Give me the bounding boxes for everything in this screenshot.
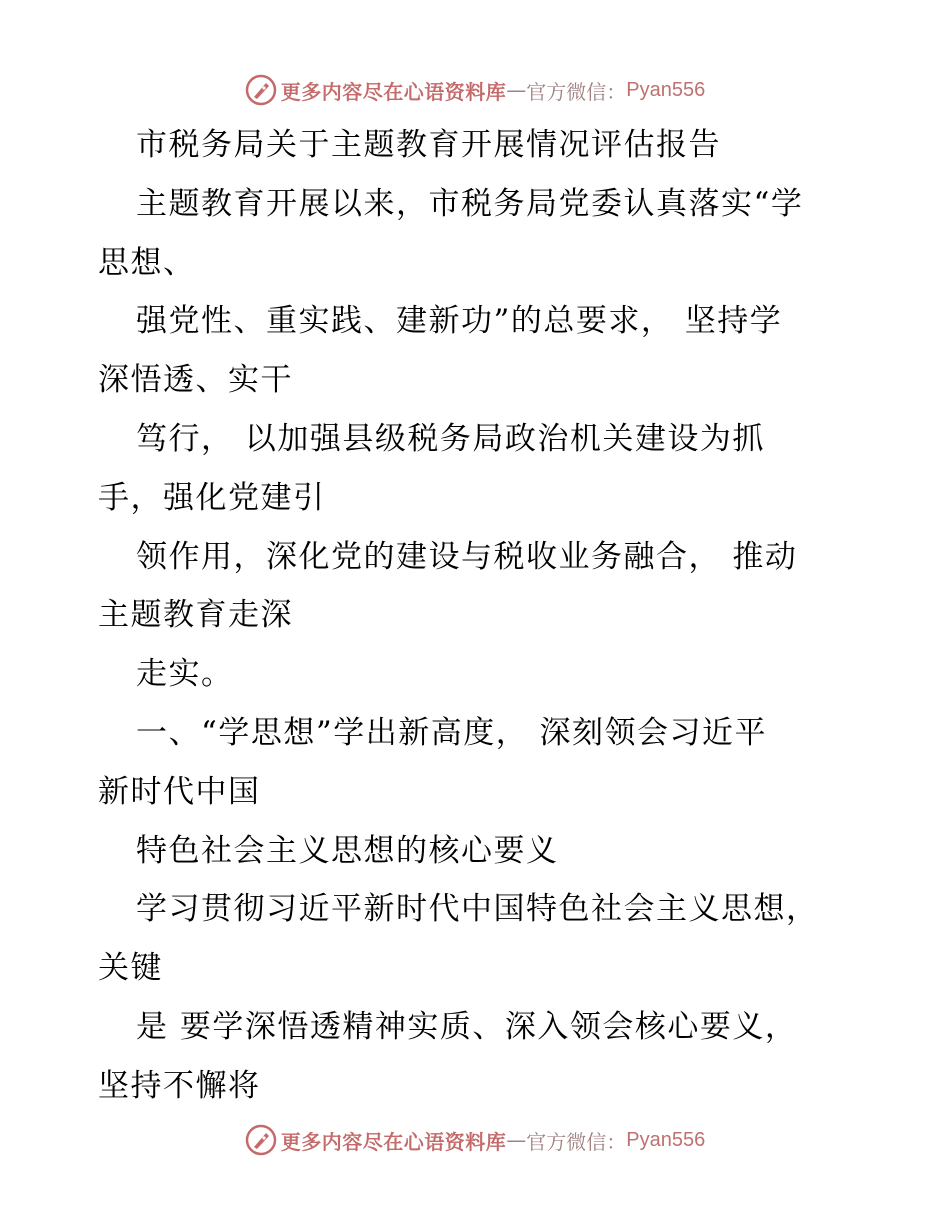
paragraph-line: 关键 <box>98 950 163 987</box>
pen-nib-logo-icon <box>245 74 277 106</box>
paragraph-line: 是 要学深悟透精神实质、深入领会核心要义， <box>136 1008 798 1045</box>
paragraph-line: 坚持不懈将 <box>98 1067 261 1104</box>
paragraph-line: 强党性、重实践、建新功”的总要求， 坚持学 <box>136 303 783 340</box>
header-banner <box>0 70 950 110</box>
banner-wechat-handle: Pyan556 <box>626 1128 706 1151</box>
section-heading-line: 特色社会主义思想的核心要义 <box>136 832 559 869</box>
paragraph-line: 主题教育走深 <box>98 597 293 634</box>
paragraph-line: 手，强化党建引 <box>98 479 326 516</box>
paragraph-line: 走实。 <box>136 656 234 693</box>
banner-dash: — <box>506 78 527 102</box>
section-heading-line: 一、“学思想”学出新高度， 深刻领会习近平 <box>136 714 768 751</box>
banner-wechat-handle: Pyan556 <box>626 78 706 101</box>
banner-sub-text: 官方微信： <box>526 79 627 104</box>
banner-main-text: 更多内容尽在心语资料库 <box>280 79 507 104</box>
banner-dash: — <box>506 1128 527 1152</box>
paragraph-line: 学习贯彻习近平新时代中国特色社会主义思想， <box>136 891 819 928</box>
pen-nib-logo-icon <box>245 1124 277 1156</box>
paragraph-line: 思想、 <box>98 244 196 281</box>
footer-banner <box>0 1120 950 1160</box>
paragraph-line: 笃行， 以加强县级税务局政治机关建设为抓 <box>136 420 765 457</box>
document-body <box>98 116 858 1116</box>
paragraph-line: 深悟透、实干 <box>98 362 293 399</box>
section-heading-line: 新时代中国 <box>98 773 261 810</box>
document-title: 市税务局关于主题教育开展情况评估报告 <box>136 127 721 163</box>
banner-sub-text: 官方微信： <box>526 1129 627 1154</box>
paragraph-line: 主题教育开展以来，市税务局党委认真落实“学 <box>136 185 804 222</box>
paragraph-line: 领作用，深化党的建设与税收业务融合， 推动 <box>136 538 798 575</box>
banner-main-text: 更多内容尽在心语资料库 <box>280 1129 507 1154</box>
